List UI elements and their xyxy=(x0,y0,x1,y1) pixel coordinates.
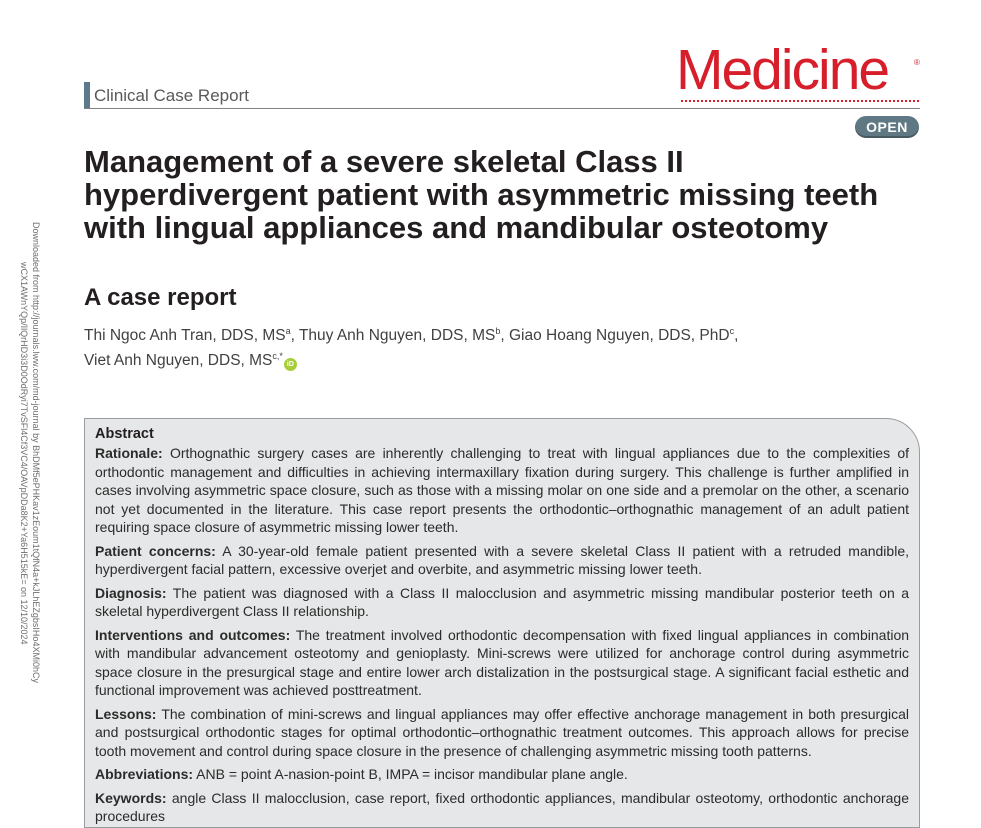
section-text: angle Class II malocclusion, case report, fixed orthodontic appliances, mandibular osteotomy, orthodontic anchorage procedures xyxy=(95,789,909,824)
abstract-section-keywords xyxy=(95,789,909,826)
download-watermark xyxy=(19,222,43,782)
section-label: Diagnosis: xyxy=(95,584,167,601)
abstract-section-lessons xyxy=(95,705,909,761)
section-text: ANB = point A-nasion-point B, IMPA = incisor mandibular plane angle. xyxy=(196,766,628,782)
abstract-section-abbreviations xyxy=(95,765,909,784)
section-text: A 30-year-old female patient presented with a severe skeletal Class II patient with a retruded mandible, hyperdivergent facial pattern, excessive overjet and overbite, and asymmetric missing lower teeth. xyxy=(95,542,909,577)
abstract-section-diagnosis xyxy=(95,584,909,621)
article-type-label: Clinical Case Report xyxy=(84,82,249,109)
abstract-box xyxy=(84,418,920,828)
abstract-section-interventions xyxy=(95,626,909,700)
author-name[interactable]: Giao Hoang Nguyen, DDS, PhD xyxy=(509,327,730,344)
logo-dotted-rule xyxy=(681,100,919,102)
download-watermark-line2: wCX1AWnYQp/IlQrHD3i3D0OdRyi7TvSFl4Cf3VC4/OAVpDDa8K2+Ya6H515kE= on 12/10/2024 xyxy=(19,262,29,645)
author-affiliation: c xyxy=(729,326,735,336)
section-label: Abbreviations: xyxy=(95,766,194,782)
author-separator: , xyxy=(290,327,299,344)
header-rule xyxy=(84,108,920,109)
section-label: Keywords: xyxy=(95,789,167,806)
abstract-heading: Abstract xyxy=(95,426,154,442)
section-text: Orthognathic surgery cases are inherently challenging to treat with lingual appliances due to the complexities of orthodontic management and difficulties in achieving intermaxillary fixation during surgery. This challenge is further amplified in cases involving asymmetric space closure, such as those with a missing molar on one side and a premolar on the other, a scenario not yet documented in the literature. This case report presents the orthodontic–orthognathic management of an adult patient requiring space closure of asymmetric missing lower teeth. xyxy=(95,445,909,535)
author-separator: , xyxy=(500,327,509,344)
section-label: Rationale: xyxy=(95,445,163,461)
section-label: Patient concerns: xyxy=(95,542,216,559)
abstract-section-patient-concerns xyxy=(95,542,909,579)
section-label: Interventions and outcomes: xyxy=(95,626,291,643)
author-affiliation: b xyxy=(495,326,501,336)
orcid-icon[interactable]: iD xyxy=(284,358,297,371)
section-label: Lessons: xyxy=(95,705,157,722)
author-name[interactable]: Thi Ngoc Anh Tran, DDS, MS xyxy=(84,327,286,344)
author-separator: , xyxy=(734,327,739,344)
author-affiliation: a xyxy=(285,326,291,336)
author-list xyxy=(84,321,914,371)
registered-mark: ® xyxy=(914,58,920,67)
journal-logo[interactable]: Medicine xyxy=(676,38,889,102)
article-subtitle: A case report xyxy=(84,284,237,311)
author-affiliation: c,* xyxy=(272,351,283,361)
section-text: The combination of mini-screws and lingual appliances may offer effective anchorage management in both presurgical and postsurgical orthodontic stages for optimal orthodontic–orthognathic treatment outcomes. This approach allows for precise tooth movement and control during space closure in the presence of challenging asymmetric missing tooth patterns. xyxy=(95,705,909,759)
article-title: Management of a severe skeletal Class II hyperdivergent patient with asymmetric missing teeth with lingual appliances and mandibular osteotomy xyxy=(84,144,879,245)
abstract-section-rationale xyxy=(95,444,909,537)
download-watermark-line1: Downloaded from http://journals.lww.com/md-journal by BhDMf5ePHKav1zEoum1tQfN4a+kJLhEZgbsIHo4XMi0hCy xyxy=(31,222,41,683)
open-access-badge: OPEN xyxy=(855,116,919,138)
author-name[interactable]: Thuy Anh Nguyen, DDS, MS xyxy=(298,327,496,344)
author-name[interactable]: Viet Anh Nguyen, DDS, MS xyxy=(84,352,273,369)
section-text: The patient was diagnosed with a Class II malocclusion and asymmetric missing mandibular posterior teeth on a skeletal hyperdivergent Class II relationship. xyxy=(95,584,909,619)
section-text: The treatment involved orthodontic decompensation with fixed lingual appliances in combination with mandibular advancement osteotomy and genioplasty. Mini-screws were utilized for anchorage control during asymmetric space closure in the presurgical stage and entire lower arch distalization in the postsurgical stage. A significant facial esthetic and functional improvement was achieved posttreatment. xyxy=(95,626,910,698)
